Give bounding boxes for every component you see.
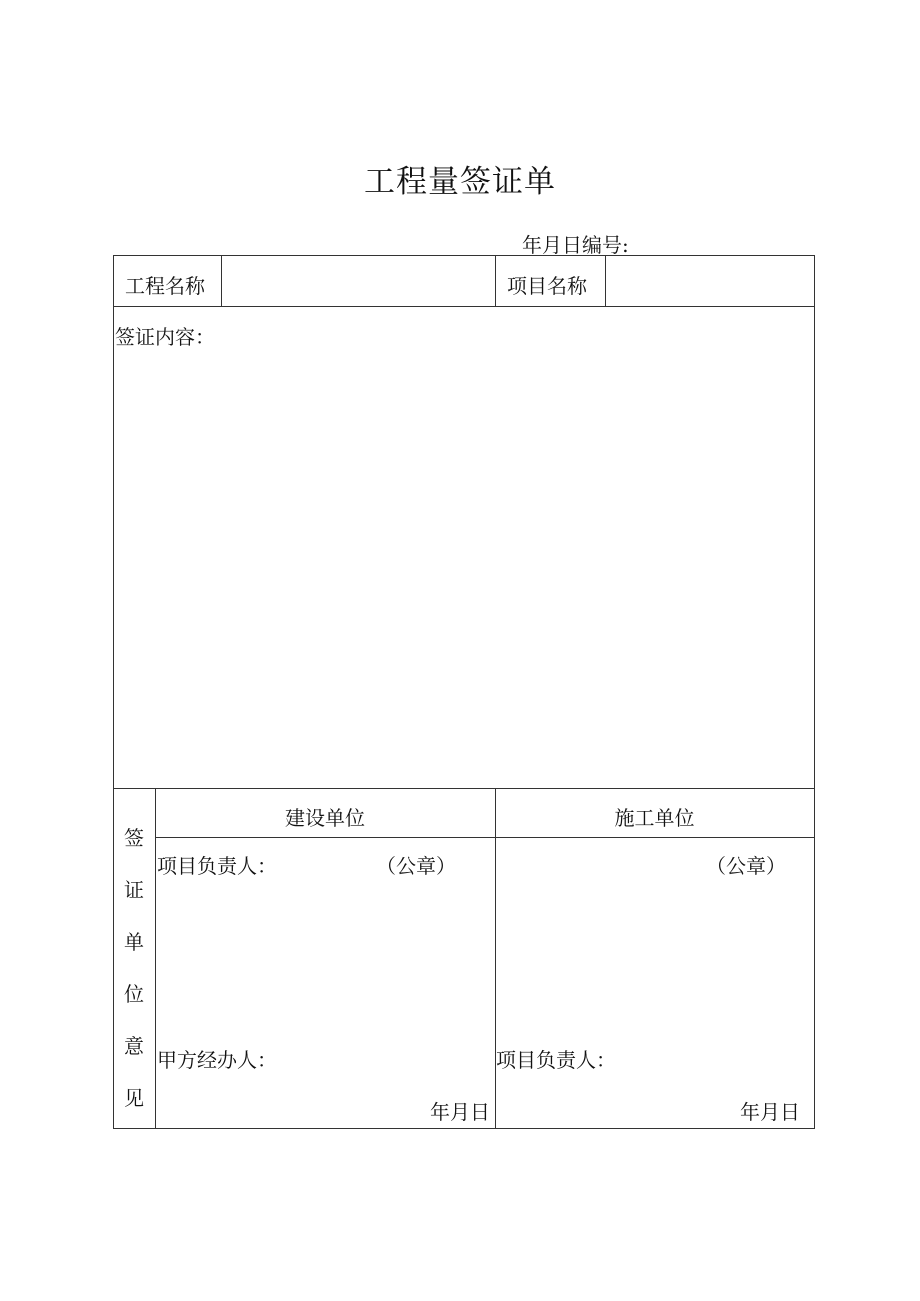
side-char: 意 (124, 1034, 144, 1058)
row-divider-opinion-heading (155, 837, 814, 838)
side-char: 见 (124, 1086, 144, 1110)
contractor-heading: 施工单位 (614, 806, 695, 830)
row-divider-header (114, 306, 814, 307)
contractor-responsible-label: 项目负责人： (496, 1048, 616, 1072)
opinion-side-label (114, 812, 154, 1124)
side-char: 位 (124, 982, 144, 1006)
date-number-line: 年月日编号: (522, 233, 629, 257)
visa-form-table (113, 255, 815, 1129)
row-divider-content (114, 788, 814, 789)
content-label: 签证内容： (115, 325, 215, 349)
side-char: 签 (124, 826, 144, 850)
document-title: 工程量签证单 (364, 164, 556, 200)
owner-date-label: 年月日 (430, 1100, 490, 1124)
item-name-label: 项目名称 (507, 274, 587, 298)
project-name-field[interactable] (222, 257, 494, 305)
contractor-seal-label: （公章） (706, 854, 786, 878)
content-field[interactable] (115, 351, 813, 786)
owner-handler-label: 甲方经办人： (157, 1048, 277, 1072)
col-divider-2 (495, 256, 496, 306)
item-name-field[interactable] (606, 257, 813, 305)
owner-heading: 建设单位 (285, 806, 365, 830)
side-char: 证 (124, 878, 144, 902)
project-name-label: 工程名称 (125, 274, 205, 298)
owner-seal-label: （公章） (376, 854, 456, 878)
side-char: 单 (124, 930, 144, 954)
owner-responsible-label: 项目负责人： (157, 854, 277, 878)
contractor-date-label: 年月日 (740, 1100, 800, 1124)
opinion-middle-divider (495, 788, 496, 1128)
opinion-side-divider (155, 788, 156, 1128)
